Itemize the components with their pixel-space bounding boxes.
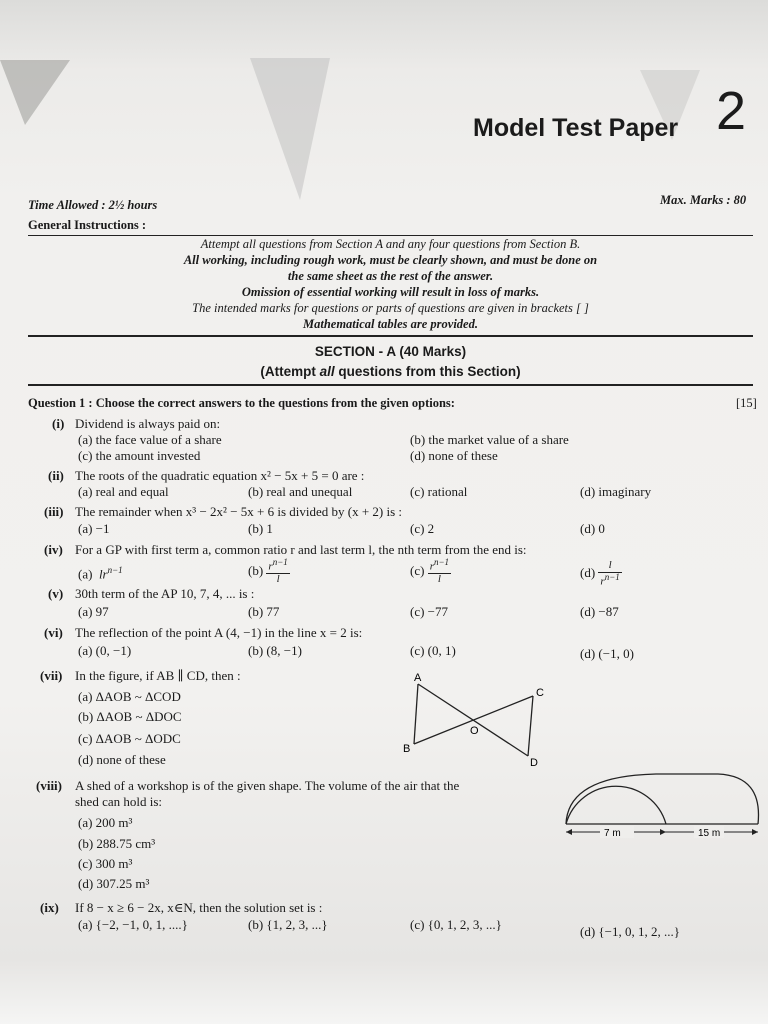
section-top-rule (28, 335, 753, 337)
corner-shadow-mid (250, 58, 330, 200)
item-viii-option-a: (a) 200 m³ (78, 815, 133, 830)
item-i-number: (i) (52, 416, 65, 431)
label-d: D (530, 757, 538, 769)
item-ii-stem: The roots of the quadratic equation x² − 5x + 5 = 0 are : (75, 468, 365, 483)
item-iv-number: (iv) (44, 542, 63, 557)
item-iv-option-b: (b) $\frac{r^{n-1}}{l}$ (248, 557, 288, 586)
item-ix-option-d: (d) {−1, 0, 1, 2, ...} (580, 924, 680, 939)
question-1-marks: [15] (736, 396, 757, 410)
instruction-line-5: The intended marks for questions or parts of questions are given in brackets [ ] (192, 301, 589, 315)
item-vi-option-c: (c) (0, 1) (410, 643, 456, 658)
item-iii-option-c: (c) 2 (410, 521, 435, 536)
instruction-line-6: Mathematical tables are provided. (303, 317, 478, 331)
item-ii-option-d: (d) imaginary (580, 484, 652, 499)
item-vi-stem: The reflection of the point A (4, −1) in the line x = 2 is: (75, 625, 363, 640)
paper-number: 2 (716, 81, 747, 141)
label-b: B (403, 743, 411, 755)
dim-label-width: 7 m (604, 828, 621, 839)
item-vii-number: (vii) (40, 668, 63, 683)
item-viii-stem-1: A shed of a workshop is of the given shape. The volume of the air that the (75, 778, 460, 793)
segment-ab (414, 684, 418, 744)
item-i-option-c: (c) the amount invested (78, 448, 201, 463)
item-ix-option-b: (b) {1, 2, 3, ...} (248, 917, 328, 932)
label-o: O (470, 725, 479, 737)
item-ix-number: (ix) (40, 900, 59, 915)
instruction-line-1: Attempt all questions from Section A and any four questions from Section B. (200, 237, 581, 251)
item-viii-stem-2: shed can hold is: (75, 794, 163, 809)
label-a: A (414, 672, 422, 684)
item-viii-option-d: (d) 307.25 m³ (78, 876, 150, 891)
item-i-stem: Dividend is always paid on: (75, 416, 221, 431)
item-vii-option-c: (c) ΔAOB ~ ΔODC (78, 731, 181, 746)
max-marks: Max. Marks : 80 (660, 193, 747, 207)
item-ix-stem: If 8 − x ≥ 6 − 2x, x∈N, then the solution set is : (75, 900, 323, 915)
item-viii-figure (558, 766, 766, 840)
item-vi-number: (vi) (44, 625, 63, 640)
item-ii-number: (ii) (48, 468, 64, 483)
item-vi-option-a: (a) (0, −1) (78, 643, 132, 658)
item-viii-number: (viii) (36, 778, 62, 793)
item-vii-option-d: (d) none of these (78, 752, 166, 767)
item-vii-figure (400, 670, 560, 770)
shed-front-arc (566, 786, 666, 824)
item-viii-option-c: (c) 300 m³ (78, 856, 133, 871)
item-iv-option-a: (a) $lr^{n-1}$ (78, 565, 123, 582)
item-v-option-d: (d) −87 (580, 604, 619, 619)
item-vi-option-b: (b) (8, −1) (248, 643, 302, 658)
item-iv-option-d: (d) $\frac{l}{r^{n-1}}$ (580, 559, 620, 588)
item-iii-number: (iii) (44, 504, 64, 519)
arrowhead (660, 829, 666, 835)
dim-label-length: 15 m (698, 828, 721, 839)
item-viii-option-b: (b) 288.75 cm³ (78, 836, 156, 851)
time-allowed: Time Allowed : 2½ hours (28, 198, 158, 212)
item-i-option-a: (a) the face value of a share (78, 432, 222, 447)
instruction-line-3: the same sheet as the rest of the answer. (287, 269, 494, 283)
item-iii-stem: The remainder when x³ − 2x² − 5x + 6 is divided by (x + 2) is : (75, 504, 403, 519)
label-c: C (536, 687, 544, 699)
arrowhead (566, 829, 572, 835)
item-i-option-d: (d) none of these (410, 448, 498, 463)
item-ix-option-a: (a) {−2, −1, 0, 1, ....} (78, 917, 188, 932)
item-iii-option-a: (a) −1 (78, 521, 110, 536)
item-iii-option-b: (b) 1 (248, 521, 273, 536)
shed-outline (566, 774, 759, 824)
item-vii-option-b: (b) ΔAOB ~ ΔDOC (78, 709, 182, 724)
section-title: SECTION - A (40 Marks) (314, 344, 467, 359)
item-i-option-b: (b) the market value of a share (410, 432, 569, 447)
item-ii-option-b: (b) real and unequal (248, 484, 353, 499)
item-vii-option-a: (a) ΔAOB ~ ΔCOD (78, 689, 181, 704)
item-v-option-b: (b) 77 (248, 604, 280, 619)
item-v-number: (v) (48, 586, 64, 601)
section-subtitle: (Attempt all questions from this Section) (260, 364, 521, 379)
item-v-stem: 30th term of the AP 10, 7, 4, ... is : (75, 586, 255, 601)
item-vi-option-d: (d) (−1, 0) (580, 646, 634, 661)
item-vii-stem: In the figure, if AB ∥ CD, then : (75, 668, 241, 683)
question-1-label: Question 1 : Choose the correct answers to the questions from the given options: (28, 396, 455, 410)
corner-shadow-left (0, 60, 70, 125)
item-v-option-a: (a) 97 (78, 604, 109, 619)
item-ii-option-a: (a) real and equal (78, 484, 169, 499)
instruction-line-4: Omission of essential working will result in loss of marks. (241, 285, 540, 299)
segment-cd (528, 696, 533, 756)
general-instructions-label: General Instructions : (28, 218, 147, 232)
item-v-option-c: (c) −77 (410, 604, 449, 619)
item-iv-stem: For a GP with first term a, common ratio r and last term l, the nth term from the end is: (75, 542, 527, 557)
paper-title: Model Test Paper (473, 114, 679, 142)
item-ix-option-c: (c) {0, 1, 2, 3, ...} (410, 917, 502, 932)
item-iv-option-c: (c) $\frac{r^{n-1}}{l}$ (410, 557, 450, 586)
arrowhead (752, 829, 758, 835)
item-iii-option-d: (d) 0 (580, 521, 605, 536)
section-bottom-rule (28, 384, 753, 386)
item-ii-option-c: (c) rational (410, 484, 468, 499)
instruction-line-2: All working, including rough work, must be clearly shown, and must be done on (183, 253, 598, 267)
